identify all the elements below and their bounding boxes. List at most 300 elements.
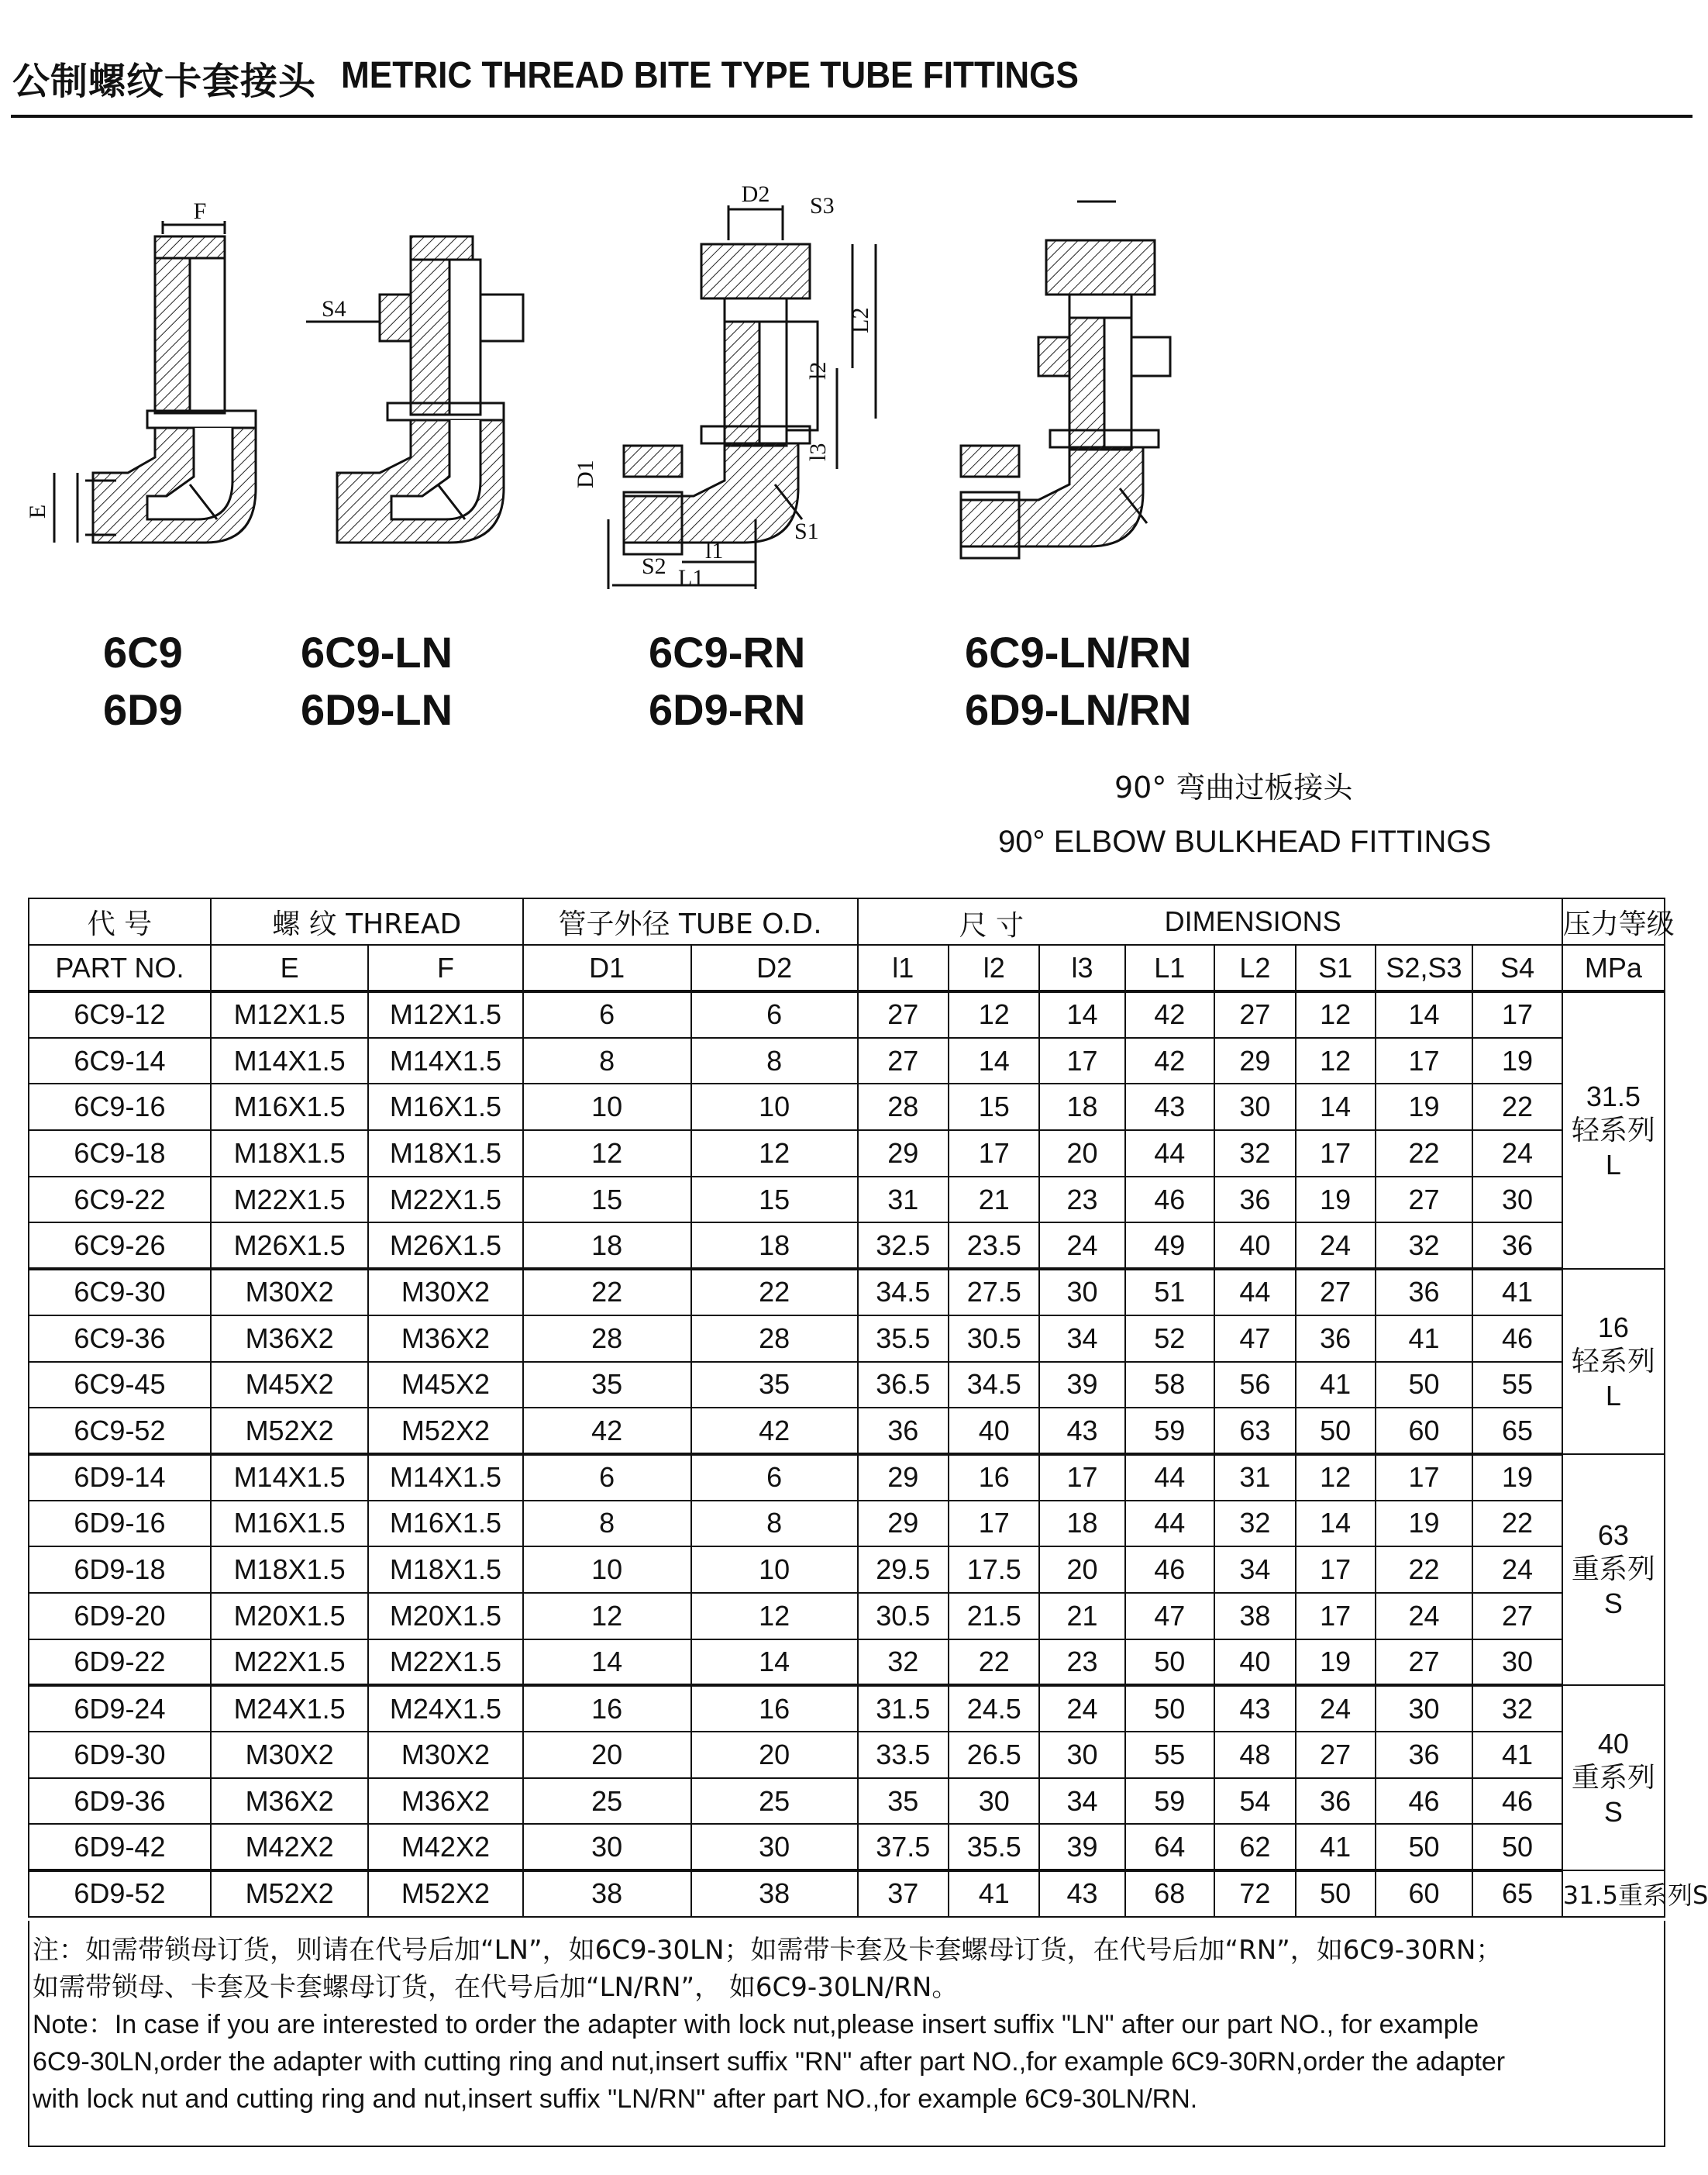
table-cell: 17: [949, 1130, 1039, 1177]
header-thread: 螺 纹 THREAD: [211, 898, 523, 945]
table-cell: M52X2: [211, 1870, 368, 1917]
table-row: [29, 991, 1665, 1038]
table-cell: M52X2: [211, 1408, 368, 1454]
table-cell: 29.5: [858, 1546, 949, 1593]
order-notes: [28, 1921, 1665, 2147]
table-cell: 20: [1039, 1130, 1124, 1177]
pressure-cell: [1562, 1454, 1665, 1685]
table-cell: 10: [691, 1084, 858, 1130]
part-number-cell: 6C9-22: [29, 1177, 211, 1223]
table-cell: 24: [1296, 1685, 1376, 1732]
part-number-cell: 6D9-20: [29, 1593, 211, 1639]
table-cell: 47: [1214, 1315, 1296, 1362]
model-code: 6C9-LN: [301, 628, 453, 677]
table-cell: 22: [949, 1639, 1039, 1686]
table-cell: 42: [1125, 991, 1214, 1038]
col-s2-s3: S2,S3: [1376, 945, 1473, 991]
table-header-row-2: [29, 945, 1665, 991]
table-cell: 27: [1472, 1593, 1562, 1639]
table-cell: 14: [1039, 991, 1124, 1038]
table-cell: 43: [1039, 1870, 1124, 1917]
table-cell: 27: [1296, 1269, 1376, 1315]
table-cell: 21: [949, 1177, 1039, 1223]
table-row: [29, 1177, 1665, 1223]
table-cell: 14: [523, 1639, 691, 1686]
table-cell: M18X1.5: [211, 1546, 368, 1593]
table-cell: 27: [858, 991, 949, 1038]
table-cell: 32: [1214, 1501, 1296, 1547]
table-cell: 17: [1296, 1546, 1376, 1593]
table-cell: 22: [1472, 1501, 1562, 1547]
fitting-drawings-svg: [0, 178, 1699, 612]
dimensions-table: [28, 898, 1708, 1918]
drawing-6c9-ln-rn: [961, 202, 1170, 558]
table-row: [29, 1593, 1665, 1639]
col-d1: D1: [523, 945, 691, 991]
table-cell: 50: [1376, 1362, 1473, 1408]
model-code: 6C9: [103, 628, 183, 677]
label-l1-upper: L1: [678, 565, 704, 591]
table-cell: 41: [1376, 1315, 1473, 1362]
table-cell: 16: [691, 1685, 858, 1732]
label-d2: D2: [741, 181, 770, 207]
table-cell: M26X1.5: [211, 1222, 368, 1269]
table-cell: 32: [858, 1639, 949, 1686]
table-cell: 22: [523, 1269, 691, 1315]
part-number-cell: 6D9-24: [29, 1685, 211, 1732]
table-cell: 47: [1125, 1593, 1214, 1639]
table-cell: M16X1.5: [368, 1084, 522, 1130]
table-cell: 42: [691, 1408, 858, 1454]
table-cell: 60: [1376, 1408, 1473, 1454]
table-cell: M42X2: [211, 1824, 368, 1870]
part-number-cell: 6D9-52: [29, 1870, 211, 1917]
col-l1-small: l1: [858, 945, 949, 991]
model-code: 6C9-RN: [649, 628, 806, 677]
pressure-cell: [1562, 1685, 1665, 1870]
part-number-cell: 6C9-26: [29, 1222, 211, 1269]
table-cell: 26.5: [949, 1732, 1039, 1778]
table-cell: 40: [949, 1408, 1039, 1454]
table-cell: 21.5: [949, 1593, 1039, 1639]
pressure-series: 重系列: [1571, 1761, 1655, 1794]
table-cell: 19: [1376, 1084, 1473, 1130]
pressure-text: 31.5重系列S: [1562, 1880, 1708, 1910]
table-cell: M22X1.5: [211, 1177, 368, 1223]
table-cell: 8: [523, 1038, 691, 1084]
col-l3-small: l3: [1039, 945, 1124, 991]
pressure-cell: [1562, 1269, 1665, 1454]
note-line: 6C9-30LN,order the adapter with cutting ring and nut,insert suffix "RN" after part NO.,for example 6C9-30RN,order the adapter: [33, 2047, 1506, 2077]
table-cell: M20X1.5: [368, 1593, 522, 1639]
note-line: Note：In case if you are interested to order the adapter with lock nut,please insert suffix "LN" after our part NO., for example: [33, 2010, 1479, 2039]
table-cell: 39: [1039, 1824, 1124, 1870]
table-cell: 46: [1125, 1177, 1214, 1223]
table-cell: 46: [1472, 1778, 1562, 1825]
table-cell: 8: [523, 1501, 691, 1547]
table-cell: 19: [1472, 1038, 1562, 1084]
table-cell: 35.5: [858, 1315, 949, 1362]
table-cell: M18X1.5: [368, 1546, 522, 1593]
note-line: with lock nut and cutting ring and nut,insert suffix "LN/RN" after part NO.,for example 6C9-30LN/RN.: [33, 2084, 1198, 2114]
table-cell: 30: [949, 1778, 1039, 1825]
table-cell: M52X2: [368, 1870, 522, 1917]
table-row: [29, 1408, 1665, 1454]
label-s3: S3: [810, 193, 835, 219]
title-en: METRIC THREAD BITE TYPE TUBE FITTINGS: [341, 55, 1079, 96]
table-cell: 32.5: [858, 1222, 949, 1269]
table-cell: M52X2: [368, 1408, 522, 1454]
table-cell: 29: [858, 1501, 949, 1547]
col-s4: S4: [1472, 945, 1562, 991]
pressure-code: L: [1605, 1379, 1621, 1412]
table-cell: M36X2: [211, 1778, 368, 1825]
table-cell: M24X1.5: [368, 1685, 522, 1732]
table-cell: 19: [1376, 1501, 1473, 1547]
table-cell: M14X1.5: [368, 1454, 522, 1501]
label-l2-upper: L2: [848, 307, 873, 333]
drawing-6c9-rn: [608, 205, 876, 589]
table-cell: 16: [523, 1685, 691, 1732]
label-l2: l2: [805, 361, 831, 380]
part-number-cell: 6C9-30: [29, 1269, 211, 1315]
table-cell: 46: [1376, 1778, 1473, 1825]
table-cell: 56: [1214, 1362, 1296, 1408]
table-cell: 27.5: [949, 1269, 1039, 1315]
table-cell: 17: [1296, 1593, 1376, 1639]
table-cell: 18: [1039, 1084, 1124, 1130]
table-cell: 42: [1125, 1038, 1214, 1084]
label-s1: S1: [794, 519, 819, 544]
table-cell: 44: [1125, 1130, 1214, 1177]
drawing-6c9: [54, 221, 256, 543]
table-cell: 36: [858, 1408, 949, 1454]
table-cell: 15: [691, 1177, 858, 1223]
table-cell: 40: [1214, 1222, 1296, 1269]
table-cell: 12: [691, 1130, 858, 1177]
table-cell: 30: [1472, 1639, 1562, 1686]
table-cell: 65: [1472, 1870, 1562, 1917]
label-l1: l1: [705, 538, 724, 564]
table-cell: 17: [1376, 1454, 1473, 1501]
table-cell: 36: [1376, 1269, 1473, 1315]
header-pressure: 压力等级: [1562, 898, 1665, 945]
table-cell: 31.5: [858, 1685, 949, 1732]
table-cell: 37: [858, 1870, 949, 1917]
table-cell: 36.5: [858, 1362, 949, 1408]
pressure-code: L: [1605, 1148, 1621, 1181]
part-number-cell: 6D9-18: [29, 1546, 211, 1593]
table-cell: 46: [1125, 1546, 1214, 1593]
col-d2: D2: [691, 945, 858, 991]
table-cell: 18: [523, 1222, 691, 1269]
table-cell: 17: [1039, 1454, 1124, 1501]
table-cell: 6: [691, 991, 858, 1038]
table-cell: 23: [1039, 1639, 1124, 1686]
table-cell: 36: [1214, 1177, 1296, 1223]
table-row: [29, 1824, 1665, 1870]
part-number-cell: 6D9-36: [29, 1778, 211, 1825]
table-row: [29, 1685, 1665, 1732]
table-cell: 31: [1214, 1454, 1296, 1501]
part-number-cell: 6D9-22: [29, 1639, 211, 1686]
table-cell: 44: [1125, 1454, 1214, 1501]
pressure-series: 轻系列: [1571, 1345, 1655, 1377]
col-mpa: MPa: [1562, 945, 1665, 991]
table-cell: 44: [1125, 1501, 1214, 1547]
table-cell: 35: [523, 1362, 691, 1408]
table-cell: 16: [949, 1454, 1039, 1501]
table-cell: 30: [1376, 1685, 1473, 1732]
part-number-cell: 6C9-18: [29, 1130, 211, 1177]
table-cell: 36: [1296, 1778, 1376, 1825]
table-cell: M36X2: [368, 1778, 522, 1825]
table-cell: 38: [523, 1870, 691, 1917]
table-cell: M12X1.5: [368, 991, 522, 1038]
table-cell: 43: [1125, 1084, 1214, 1130]
subtitle-cn: 90° 弯曲过板接头: [1114, 770, 1353, 805]
pressure-series: 轻系列: [1571, 1114, 1655, 1146]
col-part-no: PART NO.: [29, 945, 211, 991]
label-d1: D1: [573, 460, 598, 488]
table-cell: 14: [1296, 1084, 1376, 1130]
table-cell: 50: [1376, 1824, 1473, 1870]
table-cell: 22: [1376, 1546, 1473, 1593]
table-cell: 36: [1376, 1732, 1473, 1778]
table-cell: 12: [949, 991, 1039, 1038]
pressure-series: 重系列: [1571, 1553, 1655, 1586]
table-cell: 35: [691, 1362, 858, 1408]
label-l3: l3: [805, 443, 831, 461]
table-cell: 42: [523, 1408, 691, 1454]
table-cell: 14: [691, 1639, 858, 1686]
col-f: F: [368, 945, 522, 991]
table-cell: 14: [1296, 1501, 1376, 1547]
table-cell: 29: [858, 1130, 949, 1177]
table-cell: 36: [1296, 1315, 1376, 1362]
table-cell: 27: [858, 1038, 949, 1084]
table-cell: 41: [1472, 1269, 1562, 1315]
table-cell: 24.5: [949, 1685, 1039, 1732]
pressure-cell: [1562, 991, 1665, 1269]
table-cell: 30: [523, 1824, 691, 1870]
table-row: [29, 1130, 1665, 1177]
table-cell: 24: [1472, 1130, 1562, 1177]
part-number-cell: 6C9-12: [29, 991, 211, 1038]
table-cell: 8: [691, 1038, 858, 1084]
table-cell: 20: [523, 1732, 691, 1778]
table-cell: M16X1.5: [211, 1501, 368, 1547]
table-cell: 17.5: [949, 1546, 1039, 1593]
table-cell: M26X1.5: [368, 1222, 522, 1269]
table-cell: 60: [1376, 1870, 1473, 1917]
table-cell: 41: [1296, 1362, 1376, 1408]
table-cell: 17: [1039, 1038, 1124, 1084]
table-row: [29, 1454, 1665, 1501]
table-cell: 32: [1376, 1222, 1473, 1269]
table-cell: 29: [1214, 1038, 1296, 1084]
title-cn: 公制螺纹卡套接头: [12, 60, 317, 103]
part-number-cell: 6C9-16: [29, 1084, 211, 1130]
table-cell: 50: [1472, 1824, 1562, 1870]
table-row: [29, 1639, 1665, 1686]
table-cell: 38: [1214, 1593, 1296, 1639]
table-cell: 27: [1214, 991, 1296, 1038]
table-cell: 40: [1214, 1639, 1296, 1686]
table-cell: 20: [691, 1732, 858, 1778]
table-cell: M45X2: [368, 1362, 522, 1408]
table-cell: 30: [1214, 1084, 1296, 1130]
table-cell: M18X1.5: [368, 1130, 522, 1177]
table-cell: 22: [1472, 1084, 1562, 1130]
table-cell: 24: [1039, 1685, 1124, 1732]
table-cell: 68: [1125, 1870, 1214, 1917]
table-cell: 14: [1376, 991, 1473, 1038]
table-cell: 41: [1472, 1732, 1562, 1778]
table-cell: 55: [1472, 1362, 1562, 1408]
pressure-code: S: [1603, 1795, 1623, 1828]
table-cell: 28: [858, 1084, 949, 1130]
table-row: [29, 1084, 1665, 1130]
part-number-cell: 6D9-14: [29, 1454, 211, 1501]
table-cell: 21: [1039, 1593, 1124, 1639]
header-code: 代 号: [29, 898, 211, 945]
table-cell: M14X1.5: [211, 1038, 368, 1084]
table-cell: 17: [1296, 1130, 1376, 1177]
table-row: [29, 1222, 1665, 1269]
table-cell: 35.5: [949, 1824, 1039, 1870]
table-cell: 28: [523, 1315, 691, 1362]
table-cell: 49: [1125, 1222, 1214, 1269]
table-body: [29, 991, 1708, 1917]
table-cell: 34: [1039, 1778, 1124, 1825]
table-cell: 50: [1296, 1870, 1376, 1917]
table-cell: 63: [1214, 1408, 1296, 1454]
table-cell: 27: [1296, 1732, 1376, 1778]
table-cell: 30: [1472, 1177, 1562, 1223]
table-cell: 24: [1296, 1222, 1376, 1269]
page-header: [11, 48, 1693, 118]
table-cell: 31: [858, 1177, 949, 1223]
table-cell: 59: [1125, 1778, 1214, 1825]
table-cell: 24: [1039, 1222, 1124, 1269]
table-cell: 6: [523, 991, 691, 1038]
table-cell: M22X1.5: [368, 1177, 522, 1223]
pressure-cell: [1562, 1870, 1708, 1917]
model-group-1: [103, 624, 183, 739]
table-cell: 19: [1296, 1639, 1376, 1686]
part-number-cell: 6D9-42: [29, 1824, 211, 1870]
fitting-drawings: [0, 178, 1699, 612]
label-s2: S2: [642, 553, 666, 579]
model-group-4: [965, 624, 1191, 739]
col-l2: L2: [1214, 945, 1296, 991]
col-e: E: [211, 945, 368, 991]
part-number-cell: 6D9-16: [29, 1501, 211, 1547]
header-dimensions-en: DIMENSIONS: [1164, 905, 1341, 937]
table-cell: M45X2: [211, 1362, 368, 1408]
table-cell: M30X2: [211, 1732, 368, 1778]
table-cell: 34: [1039, 1315, 1124, 1362]
table-cell: 10: [523, 1084, 691, 1130]
table-cell: 46: [1472, 1315, 1562, 1362]
table-cell: 30.5: [949, 1315, 1039, 1362]
table-row: [29, 1501, 1665, 1547]
table-cell: 12: [1296, 991, 1376, 1038]
model-code: 6D9-RN: [649, 685, 806, 734]
part-number-cell: 6C9-14: [29, 1038, 211, 1084]
col-l2-small: l2: [949, 945, 1039, 991]
table-cell: 6: [691, 1454, 858, 1501]
table-cell: 44: [1214, 1269, 1296, 1315]
table-cell: 12: [523, 1130, 691, 1177]
model-code: 6D9-LN/RN: [965, 685, 1192, 734]
table-cell: M14X1.5: [211, 1454, 368, 1501]
model-group-2: [301, 624, 453, 739]
table-cell: M22X1.5: [368, 1639, 522, 1686]
pressure-value: 16: [1597, 1311, 1629, 1343]
table-cell: 18: [691, 1222, 858, 1269]
table-cell: 10: [523, 1546, 691, 1593]
table-cell: 48: [1214, 1732, 1296, 1778]
table-cell: M24X1.5: [211, 1685, 368, 1732]
table-cell: 30.5: [858, 1593, 949, 1639]
model-code: 6D9-LN: [301, 685, 453, 734]
model-code: 6C9-LN/RN: [965, 628, 1192, 677]
header-tube: 管子外径 TUBE O.D.: [523, 898, 858, 945]
table-cell: 50: [1296, 1408, 1376, 1454]
table-cell: 58: [1125, 1362, 1214, 1408]
table-row: [29, 1038, 1665, 1084]
table-cell: 38: [691, 1870, 858, 1917]
table-cell: 32: [1214, 1130, 1296, 1177]
table-cell: 33.5: [858, 1732, 949, 1778]
table-cell: 54: [1214, 1778, 1296, 1825]
subtitle-en: 90° ELBOW BULKHEAD FITTINGS: [998, 825, 1492, 859]
pressure-value: 31.5: [1586, 1080, 1641, 1112]
table-cell: M30X2: [368, 1269, 522, 1315]
table-cell: 28: [691, 1315, 858, 1362]
label-s4: S4: [322, 296, 346, 322]
table-cell: 19: [1296, 1177, 1376, 1223]
table-header-row-1: [29, 898, 1665, 945]
note-line: 如需带锁母、卡套及卡套螺母订货，在代号后加“LN/RN”， 如6C9-30LN/RN。: [33, 1972, 959, 2003]
table-cell: 43: [1214, 1685, 1296, 1732]
label-e: E: [25, 504, 50, 519]
table-cell: 34.5: [858, 1269, 949, 1315]
table-cell: 6: [523, 1454, 691, 1501]
table-cell: 50: [1125, 1639, 1214, 1686]
table-cell: 36: [1472, 1222, 1562, 1269]
table-cell: 30: [1039, 1732, 1124, 1778]
table-cell: 22: [691, 1269, 858, 1315]
table-row: [29, 1870, 1665, 1917]
table-cell: 15: [523, 1177, 691, 1223]
table-cell: 27: [1376, 1177, 1473, 1223]
table-cell: M30X2: [368, 1732, 522, 1778]
table-cell: 15: [949, 1084, 1039, 1130]
table-cell: M16X1.5: [368, 1501, 522, 1547]
table-cell: 35: [858, 1778, 949, 1825]
pressure-value: 63: [1597, 1519, 1629, 1552]
col-l1: L1: [1125, 945, 1214, 991]
table-cell: 65: [1472, 1408, 1562, 1454]
table-cell: M42X2: [368, 1824, 522, 1870]
part-number-cell: 6D9-30: [29, 1732, 211, 1778]
table-cell: 8: [691, 1501, 858, 1547]
table-cell: 22: [1376, 1130, 1473, 1177]
table-cell: 32: [1472, 1685, 1562, 1732]
